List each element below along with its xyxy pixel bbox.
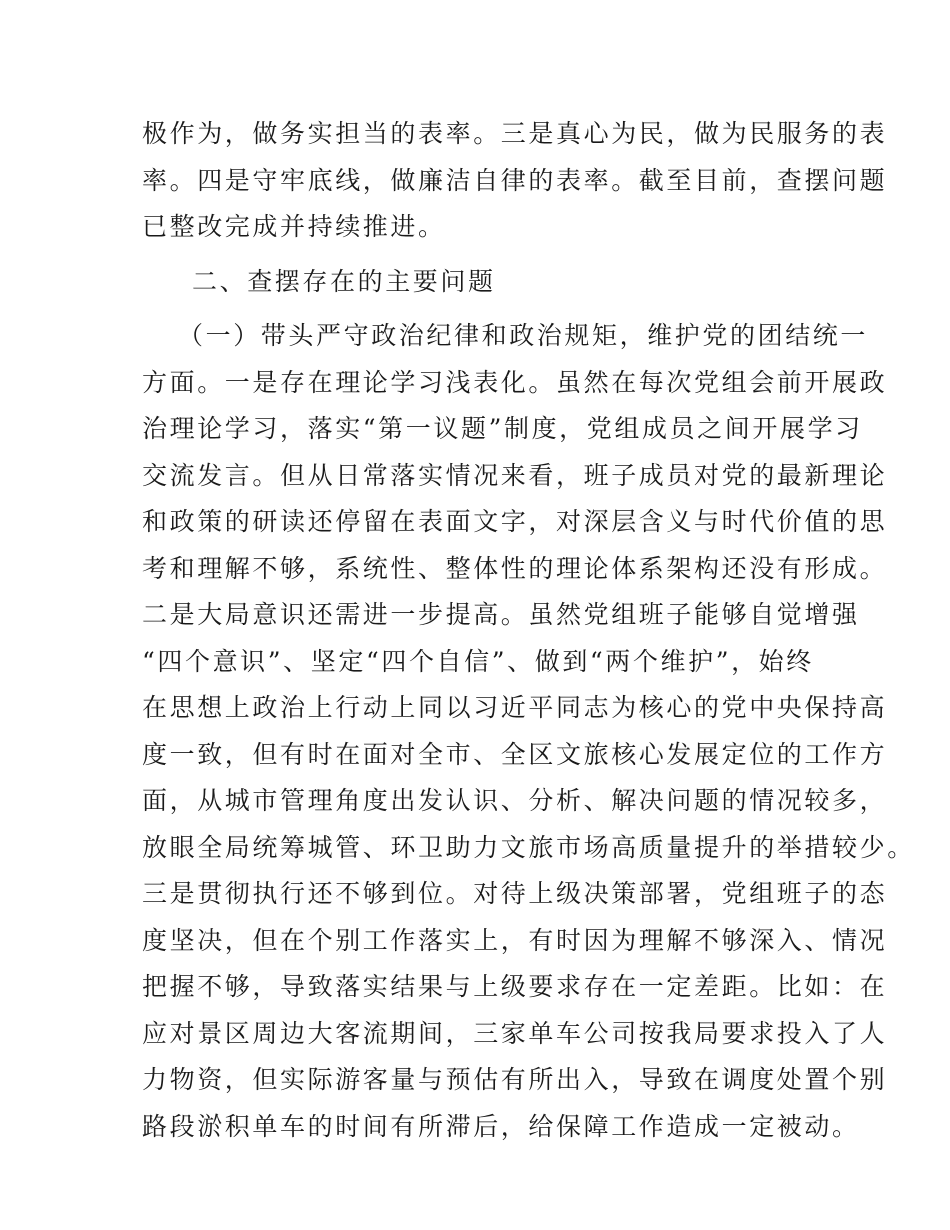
text-line: 路段淤积单车的时间有所滞后，给保障工作造成一定被动。: [142, 1111, 860, 1141]
text-line: 在思想上政治上行动上同以习近平同志为核心的党中央保持高: [142, 693, 888, 722]
text-line: 力物资，但实际游客量与预估有所出入，导致在调度处置个别: [142, 1065, 888, 1094]
text-line: 率。四是守牢底线，做廉洁自律的表率。截至目前，查摆问题: [142, 165, 888, 195]
text-line: 和政策的研读还停留在表面文字，对深层含义与时代价值的思: [142, 507, 888, 536]
text-line: 度一致，但有时在面对全市、全区文旅核心发展定位的工作方: [142, 739, 888, 769]
subsection-heading: （一）带头严守政治纪律和政治规矩，维护党的团结统一: [178, 321, 869, 350]
text-line: 方面。一是存在理论学习浅表化。虽然在每次党组会前开展政: [142, 367, 888, 397]
text-line: “四个意识”、坚定“四个自信”、做到“两个维护”，始终: [142, 646, 814, 676]
text-line: 极作为，做务实担当的表率。三是真心为民，做为民服务的表: [142, 119, 888, 148]
section-heading: 二、查摆存在的主要问题: [192, 266, 496, 296]
text-line: 交流发言。但从日常落实情况来看，班子成员对党的最新理论: [142, 460, 888, 490]
text-line: 已整改完成并持续推进。: [142, 212, 446, 241]
text-line: 应对景区周边大客流期间，三家单车公司按我局要求投入了人: [142, 1018, 888, 1048]
document-body: [142, 111, 915, 1150]
text-line: 治理论学习，落实“第一议题”制度，党组成员之间开展学习: [142, 414, 863, 443]
text-line: 考和理解不够，系统性、整体性的理论体系架构还没有形成。: [142, 553, 888, 583]
text-line: 把握不够，导致落实结果与上级要求存在一定差距。比如：在: [142, 972, 888, 1001]
text-line: 度坚决，但在个别工作落实上，有时因为理解不够深入、情况: [142, 925, 888, 955]
text-line: 三是贯彻执行还不够到位。对待上级决策部署，党组班子的态: [142, 879, 888, 908]
text-line: 面，从城市管理角度出发认识、分析、解决问题的情况较多，: [142, 786, 888, 815]
text-line: 二是大局意识还需进一步提高。虽然党组班子能够自觉增强: [142, 600, 860, 629]
text-line: 放眼全局统筹城管、环卫助力文旅市场高质量提升的举措较少。: [142, 832, 915, 862]
